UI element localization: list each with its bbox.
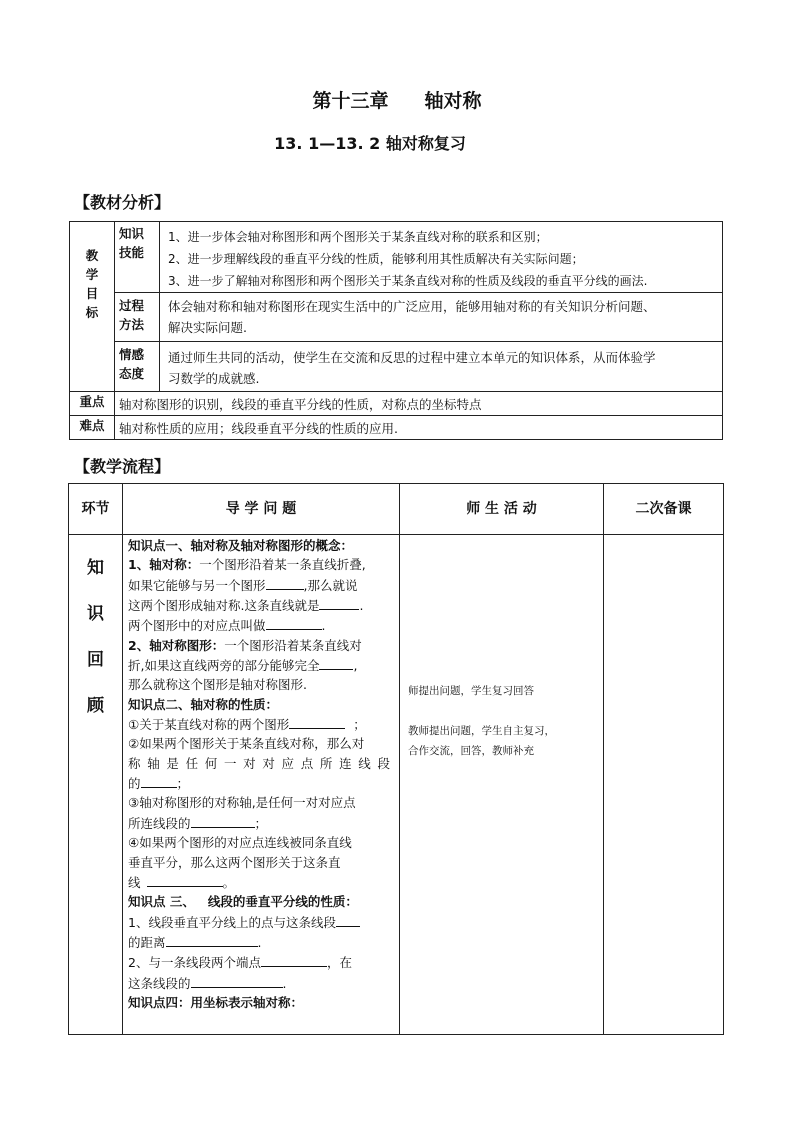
knowledge-skill-label bbox=[114, 221, 160, 293]
kp2-line8: 垂直平分，那么这两个图形关于这条直 bbox=[128, 854, 341, 870]
blank[interactable] bbox=[147, 872, 223, 887]
activities-text bbox=[408, 681, 598, 761]
text: . bbox=[257, 934, 262, 950]
text: 如果它能够与另一个图形 bbox=[128, 577, 266, 593]
kp2-line2: ②如果两个图形关于某条直线对称，那么对 bbox=[128, 736, 365, 752]
term-axial-symmetry: 1、轴对称： bbox=[128, 557, 200, 573]
kp1-line5 bbox=[128, 636, 396, 655]
text: ； bbox=[353, 717, 366, 733]
blank[interactable] bbox=[266, 615, 322, 630]
kp3-line4 bbox=[128, 973, 396, 993]
text: 。 bbox=[222, 874, 236, 890]
blank[interactable] bbox=[336, 912, 360, 927]
text: 的距离 bbox=[128, 934, 166, 950]
difficult-text: 轴对称性质的应用；线段垂直平分线的性质的应用. bbox=[114, 415, 723, 440]
text: . bbox=[282, 975, 287, 991]
text: 一个图形沿着某一条直线折叠, bbox=[199, 557, 366, 573]
text: ,那么就说 bbox=[303, 577, 358, 593]
text: ①关于某直线对称的两个图形 bbox=[128, 717, 290, 733]
blank[interactable] bbox=[261, 952, 327, 967]
kp1-line2 bbox=[128, 575, 396, 595]
text: 折,如果这直线两旁的部分能够完全 bbox=[128, 658, 320, 674]
kp1-line6: 折,如果这直线两旁的部分能够完全 , bbox=[128, 655, 396, 675]
goal-label-char: 学 bbox=[85, 267, 99, 282]
blank[interactable] bbox=[191, 813, 255, 828]
goal-label-char: 标 bbox=[85, 305, 99, 320]
stage-char: 顾 bbox=[87, 696, 104, 716]
activities-cell bbox=[399, 534, 604, 1035]
activity-1: 师提出问题，学生复习回答 bbox=[408, 685, 534, 697]
stage-char: 知 bbox=[87, 558, 104, 578]
header-stage: 环节 bbox=[68, 483, 123, 535]
goal-label-char: 目 bbox=[85, 286, 99, 301]
stage-char: 回 bbox=[87, 650, 104, 670]
goal-label-char: 教 bbox=[85, 248, 99, 263]
text: 两个图形中的对应点叫做 bbox=[128, 618, 266, 634]
kp1-line4 bbox=[128, 615, 396, 635]
label-line: 方法 bbox=[119, 317, 145, 332]
kp2-line7: ④如果两个图形的对应点连线被同条直线 bbox=[128, 835, 352, 851]
text: ； bbox=[176, 776, 190, 792]
text: 所连线段的 bbox=[128, 815, 191, 831]
label-line: 情感 bbox=[119, 347, 145, 362]
emotion-attitude-label bbox=[114, 341, 160, 392]
knowledge-skill-content bbox=[159, 221, 723, 293]
kp3-line2 bbox=[128, 932, 396, 952]
content-line: 3、进一步了解轴对称图形和两个图形关于某条直线对称的性质及线段的垂直平分线的画法. bbox=[168, 274, 648, 288]
kp2-line4 bbox=[128, 773, 396, 793]
blank[interactable] bbox=[319, 655, 353, 670]
label-line: 技能 bbox=[119, 245, 145, 260]
content-line: 通过师生共同的活动，使学生在交流和反思的过程中建立本单元的知识体系，从而体验学 bbox=[168, 350, 656, 365]
content-line: 解决实际问题. bbox=[168, 320, 247, 335]
second-prep-cell bbox=[603, 534, 724, 1035]
text: . bbox=[321, 618, 326, 634]
blank[interactable] bbox=[166, 932, 258, 947]
blank[interactable] bbox=[289, 714, 345, 729]
stage-char: 识 bbox=[87, 604, 104, 624]
flow-heading: 【教学流程】 bbox=[74, 457, 171, 476]
text: 的 bbox=[128, 776, 141, 792]
text: . bbox=[359, 598, 364, 614]
kp2-line3: 称轴是任何一对对应点所连线段 bbox=[128, 755, 390, 771]
kp3-title: 知识点 三、 线段的垂直平分线的性质： bbox=[128, 894, 358, 910]
content-line: 2、进一步理解线段的垂直平分线的性质，能够利用其性质解决有关实际问题； bbox=[168, 252, 584, 266]
difficult-label: 难点 bbox=[69, 415, 115, 440]
stage-label bbox=[68, 534, 123, 1035]
blank[interactable] bbox=[266, 575, 304, 590]
kp1-title: 知识点一、轴对称及轴对称图形的概念： bbox=[128, 538, 354, 553]
content-line: 体会轴对称和轴对称图形在现实生活中的广泛应用，能够用轴对称的有关知识分析问题、 bbox=[168, 299, 656, 314]
kp3-line1 bbox=[128, 912, 396, 932]
text: 线 bbox=[128, 874, 141, 890]
kp2-line9 bbox=[128, 872, 396, 892]
kp4-title: 知识点四：用坐标表示轴对称： bbox=[128, 994, 304, 1010]
text: ，在 bbox=[326, 955, 352, 971]
label-line: 过程 bbox=[119, 298, 145, 313]
chapter-title: 第十三章 轴对称 bbox=[312, 90, 482, 112]
term-axial-symmetric-figure: 2、轴对称图形： bbox=[128, 637, 225, 653]
analysis-heading: 【教材分析】 bbox=[74, 193, 171, 212]
guide-questions-text bbox=[128, 536, 396, 1012]
text: ； bbox=[254, 815, 268, 831]
kp2-title: 知识点二、轴对称的性质： bbox=[128, 696, 279, 712]
label-line: 态度 bbox=[119, 366, 145, 381]
header-activities: 师 生 活 动 bbox=[399, 483, 604, 535]
kp3-line3 bbox=[128, 952, 396, 972]
kp1-line7: 那么就称这个图形是轴对称图形. bbox=[128, 677, 307, 693]
lesson-title: 13. 1—13. 2 轴对称复习 bbox=[274, 134, 466, 153]
kp2-line1 bbox=[128, 714, 396, 734]
content-line: 1、进一步体会轴对称图形和两个图形关于某条直线对称的联系和区别； bbox=[168, 230, 548, 244]
blank[interactable] bbox=[191, 973, 283, 988]
content-line: 习数学的成就感. bbox=[168, 371, 260, 386]
kp1-line1 bbox=[128, 555, 396, 574]
key-label: 重点 bbox=[69, 391, 115, 416]
analysis-table bbox=[69, 221, 723, 441]
text: 一个图形沿着某条直线对 bbox=[224, 637, 362, 653]
process-method-label bbox=[114, 292, 160, 342]
kp1-line3 bbox=[128, 595, 396, 615]
label-line: 知识 bbox=[119, 226, 145, 241]
text: 这条线段的 bbox=[128, 975, 191, 991]
key-text: 轴对称图形的识别，线段的垂直平分线的性质，对称点的坐标特点 bbox=[114, 391, 723, 416]
text: 这两个图形成轴对称.这条直线就是 bbox=[128, 598, 320, 614]
process-method-content bbox=[159, 292, 723, 342]
activity-2a: 教师提出问题，学生自主复习， bbox=[408, 725, 555, 737]
kp2-line5: ③轴对称图形的对称轴,是任何一对对应点 bbox=[128, 795, 356, 811]
activity-2b: 合作交流，回答，教师补充 bbox=[408, 745, 534, 757]
text: 2、与一条线段两个端点 bbox=[128, 955, 261, 971]
goal-label bbox=[69, 221, 115, 392]
header-second-prep: 二次备课 bbox=[603, 483, 724, 535]
text: 1、线段垂直平分线上的点与这条线段 bbox=[128, 914, 336, 930]
blank[interactable] bbox=[141, 773, 177, 788]
kp2-line6 bbox=[128, 813, 396, 833]
emotion-attitude-content bbox=[159, 341, 723, 392]
header-guide-questions: 导 学 问 题 bbox=[122, 483, 400, 535]
blank[interactable] bbox=[319, 595, 359, 610]
